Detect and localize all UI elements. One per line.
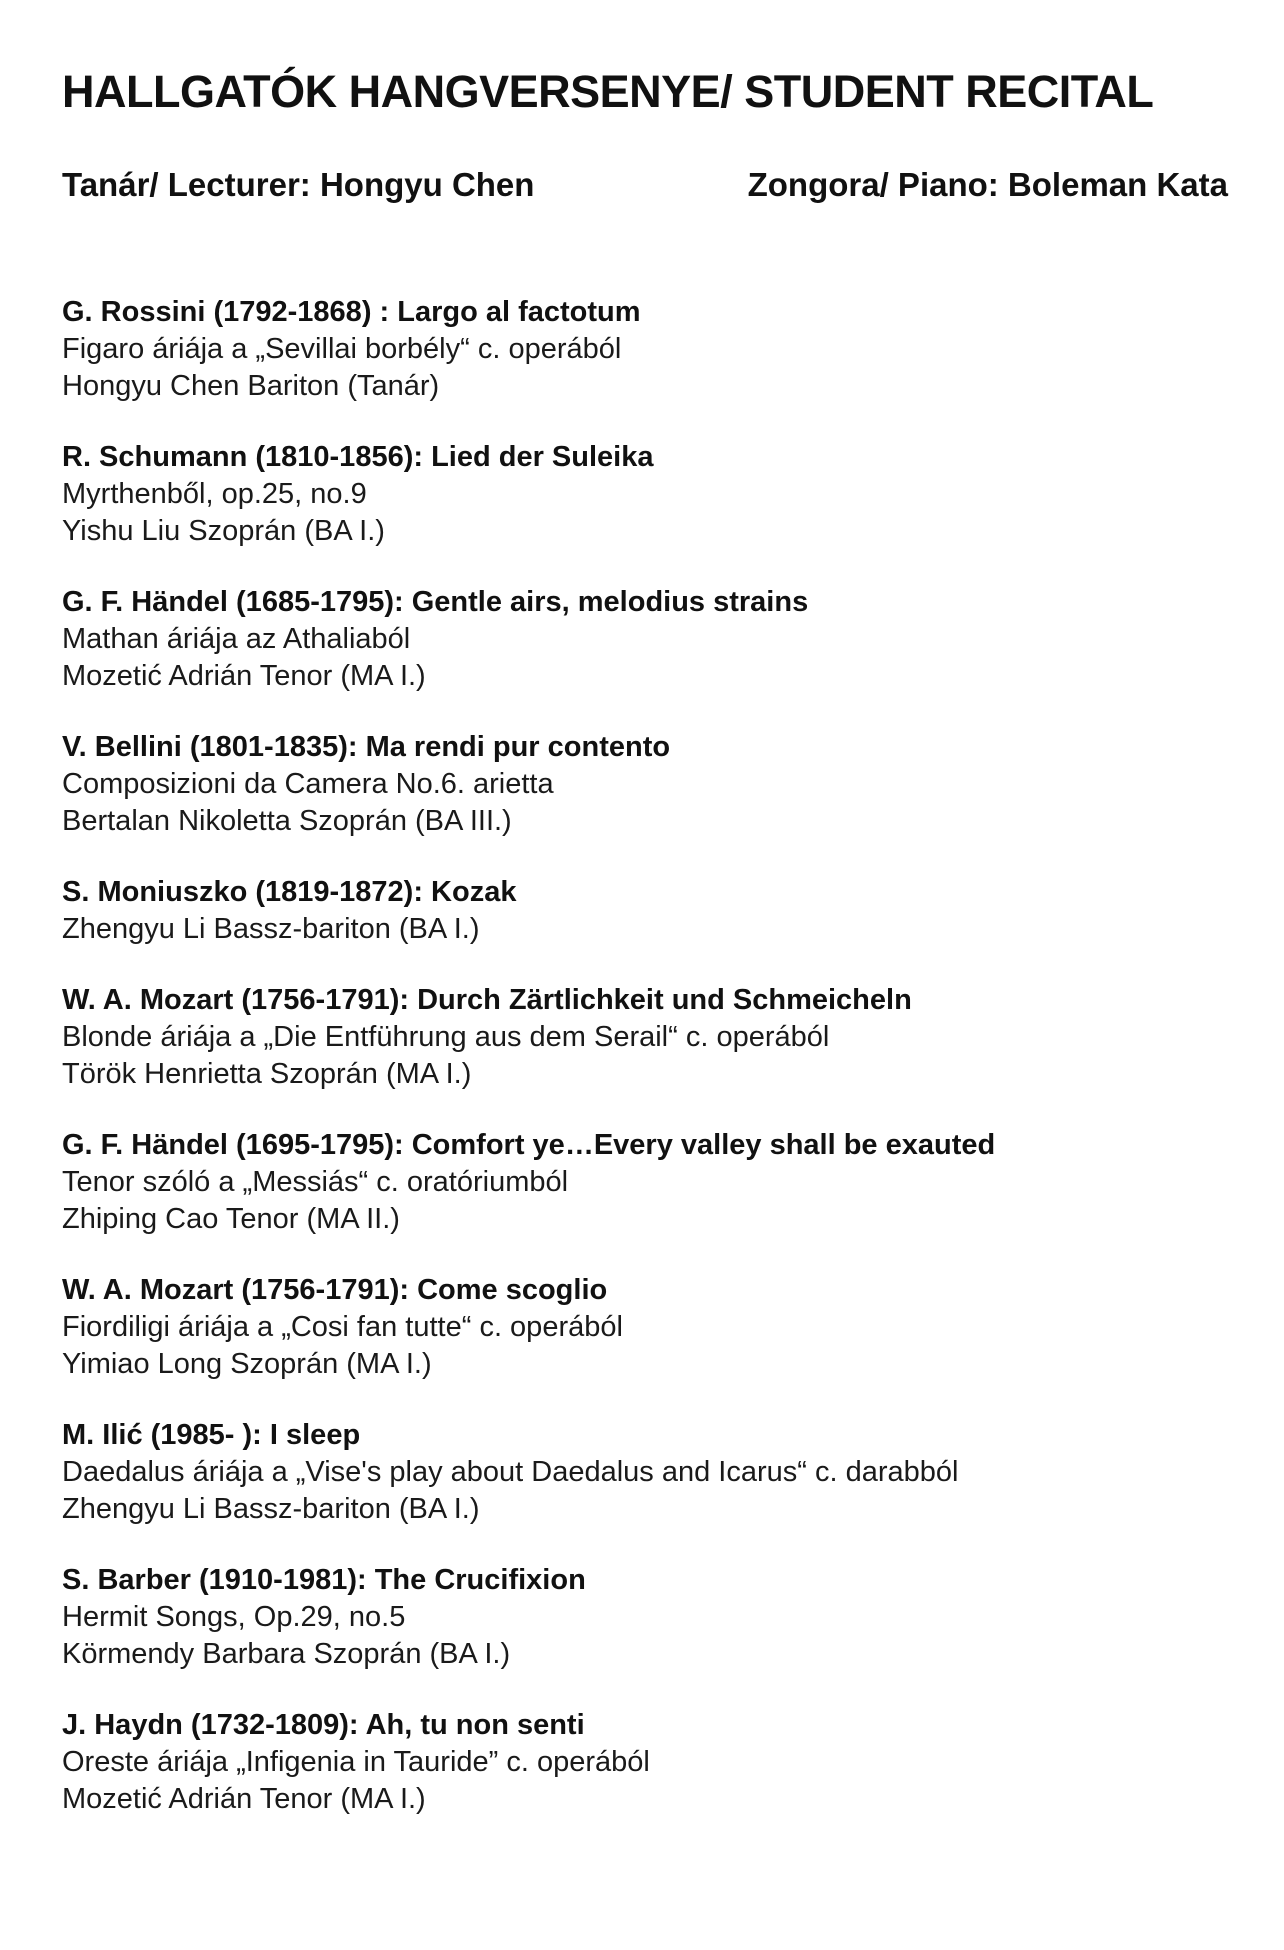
piece-title: V. Bellini (1801-1835): Ma rendi pur contento — [62, 731, 671, 763]
lecturer-credit: Tanár/ Lecturer: Hongyu Chen — [62, 166, 535, 203]
piece-title: G. Rossini (1792-1868) : Largo al factotum — [62, 296, 641, 328]
piece-title: S. Moniuszko (1819-1872): Kozak — [62, 876, 517, 908]
piece-performer: Török Henrietta Szoprán (MA I.) — [62, 1058, 472, 1090]
program-item — [62, 1127, 1242, 1238]
page-title: HALLGATÓK HANGVERSENYE/ STUDENT RECITAL — [62, 66, 1154, 117]
program-item — [62, 1707, 1242, 1818]
program-item — [62, 729, 1242, 840]
piece-detail: Blonde áriája a „Die Entführung aus dem Serail“ c. operából — [62, 1021, 830, 1053]
piece-detail: Figaro áriája a „Sevillai borbély“ c. operából — [62, 333, 622, 365]
piece-title: J. Haydn (1732-1809): Ah, tu non senti — [62, 1709, 585, 1741]
program-item — [62, 439, 1242, 550]
piece-title: G. F. Händel (1685-1795): Gentle airs, melodius strains — [62, 586, 809, 618]
piece-performer: Körmendy Barbara Szoprán (BA I.) — [62, 1638, 511, 1670]
program-item — [62, 982, 1242, 1093]
piece-detail: Daedalus áriája a „Vise's play about Daedalus and Icarus“ c. darabból — [62, 1456, 959, 1488]
piece-title: R. Schumann (1810-1856): Lied der Suleika — [62, 441, 654, 473]
piece-performer: Bertalan Nikoletta Szoprán (BA III.) — [62, 805, 512, 837]
piece-title: S. Barber (1910-1981): The Crucifixion — [62, 1564, 586, 1596]
piece-performer: Mozetić Adrián Tenor (MA I.) — [62, 1783, 426, 1815]
piece-performer: Yishu Liu Szoprán (BA I.) — [62, 515, 385, 547]
piece-performer: Zhiping Cao Tenor (MA II.) — [62, 1203, 400, 1235]
program-item — [62, 1562, 1242, 1673]
program-item — [62, 1417, 1242, 1528]
program-item — [62, 1272, 1242, 1383]
piano-credit: Zongora/ Piano: Boleman Kata — [747, 166, 1228, 203]
piece-detail: Composizioni da Camera No.6. arietta — [62, 768, 554, 800]
piece-performer: Hongyu Chen Bariton (Tanár) — [62, 370, 440, 402]
program-item — [62, 874, 1242, 948]
program-item — [62, 584, 1242, 695]
piece-performer: Zhengyu Li Bassz-bariton (BA I.) — [62, 1493, 480, 1525]
piece-detail: Mathan áriája az Athaliaból — [62, 623, 411, 655]
piece-title: G. F. Händel (1695-1795): Comfort ye…Every valley shall be exauted — [62, 1129, 996, 1161]
piece-title: W. A. Mozart (1756-1791): Durch Zärtlichkeit und Schmeicheln — [62, 984, 912, 1016]
piece-detail: Oreste áriája „Infigenia in Tauride” c. operából — [62, 1746, 650, 1778]
piece-performer: Yimiao Long Szoprán (MA I.) — [62, 1348, 432, 1380]
piece-detail: Myrthenből, op.25, no.9 — [62, 478, 367, 510]
program-list — [62, 294, 1242, 1852]
piece-detail: Fiordiligi áriája a „Cosi fan tutte“ c. operából — [62, 1311, 623, 1343]
piece-performer: Zhengyu Li Bassz-bariton (BA I.) — [62, 913, 480, 945]
piece-title: W. A. Mozart (1756-1791): Come scoglio — [62, 1274, 608, 1306]
piece-performer: Mozetić Adrián Tenor (MA I.) — [62, 660, 426, 692]
piece-detail: Hermit Songs, Op.29, no.5 — [62, 1601, 406, 1633]
program-item — [62, 294, 1242, 405]
piece-title: M. Ilić (1985- ): I sleep — [62, 1419, 361, 1451]
piece-detail: Tenor szóló a „Messiás“ c. oratóriumból — [62, 1166, 569, 1198]
